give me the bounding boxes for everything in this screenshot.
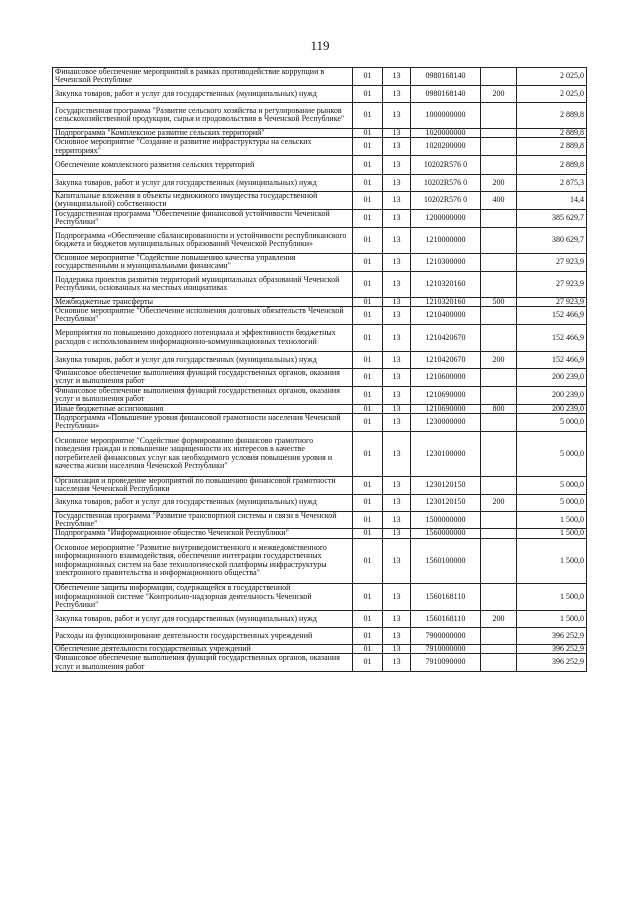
cell-expense-type [481, 413, 517, 431]
cell-amount: 200 239,0 [517, 404, 587, 413]
table-row [53, 128, 587, 137]
cell-subsection: 13 [383, 271, 411, 297]
cell-expense-type: 500 [481, 297, 517, 306]
cell-name: Закупка товаров, работ и услуг для государственных (муниципальных) нужд [53, 85, 353, 102]
cell-expense-type [481, 511, 517, 529]
cell-expense-type: 200 [481, 494, 517, 511]
table-row [53, 627, 587, 644]
table-row [53, 529, 587, 538]
cell-expense-type [481, 627, 517, 644]
cell-section: 01 [353, 307, 383, 325]
cell-subsection: 13 [383, 307, 411, 325]
table-row [53, 351, 587, 368]
cell-section: 01 [353, 644, 383, 653]
cell-name: Основное мероприятие "Содействие формированию финансово грамотного поведения граждан и повышение защищенности их интересов в качестве потребителей финансовых услуг как необходимого условия повышения уровня и качества жизни населения Чеченской Республики" [53, 431, 353, 476]
cell-subsection: 13 [383, 192, 411, 210]
cell-subsection: 13 [383, 209, 411, 227]
cell-target-article: 7910090000 [411, 654, 481, 672]
cell-subsection: 13 [383, 85, 411, 102]
cell-section: 01 [353, 271, 383, 297]
cell-amount: 200 239,0 [517, 368, 587, 386]
cell-target-article: 0980168140 [411, 68, 481, 86]
cell-subsection: 13 [383, 156, 411, 175]
cell-subsection: 13 [383, 297, 411, 306]
cell-subsection: 13 [383, 431, 411, 476]
cell-amount: 396 252,9 [517, 654, 587, 672]
cell-expense-type: 200 [481, 85, 517, 102]
cell-subsection: 13 [383, 68, 411, 86]
table-row [53, 192, 587, 210]
cell-name: Финансовое обеспечение выполнения функций государственных органов, оказания услуг и выполнения работ [53, 368, 353, 386]
cell-subsection: 13 [383, 368, 411, 386]
cell-expense-type [481, 431, 517, 476]
cell-name: Основное мероприятие "Развитие внутриведомственного и межведомственного информационного взаимодействия, обеспечение интеграции государственных информационных систем на базе технологической платформы инфраструктуры электронного правительства и информационного общества" [53, 538, 353, 583]
cell-amount: 152 466,9 [517, 324, 587, 351]
cell-target-article: 10202R576 0 [411, 156, 481, 175]
cell-subsection: 13 [383, 386, 411, 404]
cell-target-article: 1210320160 [411, 271, 481, 297]
cell-target-article: 1020200000 [411, 138, 481, 156]
cell-target-article: 1560168110 [411, 610, 481, 627]
cell-section: 01 [353, 431, 383, 476]
cell-expense-type [481, 644, 517, 653]
cell-amount: 1 500,0 [517, 583, 587, 610]
cell-subsection: 13 [383, 324, 411, 351]
cell-amount: 1 500,0 [517, 610, 587, 627]
cell-target-article: 1560100000 [411, 538, 481, 583]
cell-amount: 14,4 [517, 192, 587, 210]
table-row [53, 138, 587, 156]
cell-section: 01 [353, 209, 383, 227]
cell-section: 01 [353, 192, 383, 210]
cell-name: Организация и проведение мероприятий по повышению финансовой грамотности населения Чеченской Республики [53, 476, 353, 494]
cell-name: Государственная программа "Обеспечение финансовой устойчивости Чеченской Республики" [53, 209, 353, 227]
cell-section: 01 [353, 156, 383, 175]
cell-target-article: 1020000000 [411, 128, 481, 137]
cell-target-article: 1210600000 [411, 368, 481, 386]
cell-name: Закупка товаров, работ и услуг для государственных (муниципальных) нужд [53, 494, 353, 511]
table-row [53, 297, 587, 306]
cell-target-article: 1560168110 [411, 583, 481, 610]
cell-subsection: 13 [383, 253, 411, 271]
cell-amount: 27 923,9 [517, 253, 587, 271]
cell-target-article: 1000000000 [411, 102, 481, 128]
table-row [53, 476, 587, 494]
cell-target-article: 7910000000 [411, 644, 481, 653]
cell-name: Подпрограмма «Обеспечение сбалансированности и устойчивости республиканского бюджета и бюджетов муниципальных образований Чеченской Республики» [53, 227, 353, 253]
table-row [53, 610, 587, 627]
cell-expense-type: 400 [481, 192, 517, 210]
cell-expense-type [481, 583, 517, 610]
table-row [53, 227, 587, 253]
cell-subsection: 13 [383, 102, 411, 128]
cell-amount: 5 000,0 [517, 413, 587, 431]
cell-section: 01 [353, 138, 383, 156]
table-row [53, 583, 587, 610]
cell-name: Закупка товаров, работ и услуг для государственных (муниципальных) нужд [53, 351, 353, 368]
cell-expense-type [481, 368, 517, 386]
cell-section: 01 [353, 324, 383, 351]
cell-target-article: 1210300000 [411, 253, 481, 271]
cell-amount: 396 252,9 [517, 627, 587, 644]
cell-target-article: 1230120150 [411, 494, 481, 511]
cell-expense-type [481, 324, 517, 351]
cell-expense-type [481, 156, 517, 175]
cell-expense-type [481, 128, 517, 137]
cell-name: Обеспечение комплексного развития сельских территорий [53, 156, 353, 175]
cell-amount: 2 889,8 [517, 102, 587, 128]
cell-name: Закупка товаров, работ и услуг для государственных (муниципальных) нужд [53, 175, 353, 192]
table-row [53, 431, 587, 476]
cell-amount: 2 889,8 [517, 156, 587, 175]
table-row [53, 511, 587, 529]
cell-section: 01 [353, 538, 383, 583]
cell-name: Подпрограмма "Комплексное развитие сельских территорий" [53, 128, 353, 137]
table-row [53, 413, 587, 431]
cell-name: Основное мероприятие "Обеспечение исполнения долговых обязательств Чеченской Республики" [53, 307, 353, 325]
cell-subsection: 13 [383, 529, 411, 538]
cell-name: Основное мероприятие "Создание и развитие инфраструктуры на сельских территориях" [53, 138, 353, 156]
table-row [53, 68, 587, 86]
cell-amount: 5 000,0 [517, 494, 587, 511]
cell-amount: 5 000,0 [517, 476, 587, 494]
cell-expense-type [481, 307, 517, 325]
cell-section: 01 [353, 494, 383, 511]
table-row [53, 271, 587, 297]
budget-table [52, 67, 587, 672]
cell-target-article: 1210000000 [411, 227, 481, 253]
cell-expense-type [481, 227, 517, 253]
cell-target-article: 1210420670 [411, 324, 481, 351]
cell-section: 01 [353, 85, 383, 102]
cell-amount: 5 000,0 [517, 431, 587, 476]
cell-section: 01 [353, 68, 383, 86]
cell-amount: 152 466,9 [517, 307, 587, 325]
table-row [53, 307, 587, 325]
cell-section: 01 [353, 529, 383, 538]
cell-subsection: 13 [383, 627, 411, 644]
cell-name: Финансовое обеспечение выполнения функций государственных органов, оказания услуг и выполнения работ [53, 654, 353, 672]
cell-target-article: 1210320160 [411, 297, 481, 306]
cell-subsection: 13 [383, 494, 411, 511]
cell-name: Расходы на функционирование деятельности государственных учреждений [53, 627, 353, 644]
cell-name: Межбюджетные трансферты [53, 297, 353, 306]
cell-name: Финансовое обеспечение выполнения функций государственных органов, оказания услуг и выполнения работ [53, 386, 353, 404]
cell-subsection: 13 [383, 175, 411, 192]
cell-expense-type [481, 386, 517, 404]
cell-expense-type: 200 [481, 175, 517, 192]
table-row [53, 102, 587, 128]
cell-section: 01 [353, 368, 383, 386]
cell-subsection: 13 [383, 476, 411, 494]
cell-target-article: 1210400000 [411, 307, 481, 325]
cell-expense-type [481, 654, 517, 672]
cell-section: 01 [353, 386, 383, 404]
cell-subsection: 13 [383, 404, 411, 413]
table-row [53, 253, 587, 271]
cell-subsection: 13 [383, 644, 411, 653]
cell-name: Основное мероприятие "Содействие повышению качества управления государственными и муниципальными финансами" [53, 253, 353, 271]
cell-amount: 152 466,9 [517, 351, 587, 368]
cell-expense-type: 800 [481, 404, 517, 413]
cell-expense-type [481, 68, 517, 86]
cell-amount: 396 252,9 [517, 644, 587, 653]
cell-subsection: 13 [383, 128, 411, 137]
cell-expense-type [481, 209, 517, 227]
cell-amount: 385 629,7 [517, 209, 587, 227]
table-row [53, 368, 587, 386]
table-row [53, 538, 587, 583]
cell-amount: 2 025,0 [517, 68, 587, 86]
cell-section: 01 [353, 404, 383, 413]
cell-target-article: 0980168140 [411, 85, 481, 102]
table-row [53, 324, 587, 351]
table-row [53, 494, 587, 511]
cell-target-article: 1210690000 [411, 404, 481, 413]
cell-expense-type: 200 [481, 351, 517, 368]
cell-expense-type [481, 476, 517, 494]
cell-section: 01 [353, 175, 383, 192]
cell-section: 01 [353, 227, 383, 253]
cell-subsection: 13 [383, 654, 411, 672]
cell-name: Закупка товаров, работ и услуг для государственных (муниципальных) нужд [53, 610, 353, 627]
cell-section: 01 [353, 654, 383, 672]
cell-amount: 2 025,0 [517, 85, 587, 102]
cell-name: Государственная программа "Развитие транспортной системы и связи в Чеченской Республике" [53, 511, 353, 529]
cell-target-article: 1230120150 [411, 476, 481, 494]
cell-target-article: 1210690000 [411, 386, 481, 404]
cell-target-article: 1230100000 [411, 431, 481, 476]
table-row [53, 654, 587, 672]
cell-target-article: 1500000000 [411, 511, 481, 529]
cell-subsection: 13 [383, 583, 411, 610]
cell-amount: 380 629,7 [517, 227, 587, 253]
cell-section: 01 [353, 128, 383, 137]
cell-name: Подпрограмма "Информационное общество Чеченской Республики" [53, 529, 353, 538]
cell-subsection: 13 [383, 138, 411, 156]
cell-target-article: 1210420670 [411, 351, 481, 368]
cell-name: Обеспечение деятельности государственных учреждений [53, 644, 353, 653]
cell-subsection: 13 [383, 413, 411, 431]
cell-target-article: 10202R576 0 [411, 192, 481, 210]
cell-section: 01 [353, 627, 383, 644]
cell-section: 01 [353, 610, 383, 627]
table-row [53, 644, 587, 653]
cell-subsection: 13 [383, 511, 411, 529]
cell-amount: 2 889,8 [517, 138, 587, 156]
cell-target-article: 1230000000 [411, 413, 481, 431]
cell-name: Иные бюджетные ассигнования [53, 404, 353, 413]
cell-target-article: 1200000000 [411, 209, 481, 227]
page-number: 119 [310, 38, 330, 53]
cell-name: Обеспечение защиты информации, содержащейся в государственной информационной системе "Контрольно-надзорная деятельность Чеченской Республики" [53, 583, 353, 610]
cell-name: Мероприятия по повышению доходного потенциала и эффективности бюджетных расходов с использованием информационно-коммуникационных технологий [53, 324, 353, 351]
table-row [53, 156, 587, 175]
cell-target-article: 1560000000 [411, 529, 481, 538]
cell-name: Государственная программа "Развитие сельского хозяйства и регулирование рынков сельскохозяйственной продукции, сырья и продовольствия в Чеченской Республике" [53, 102, 353, 128]
cell-target-article: 7900000000 [411, 627, 481, 644]
cell-section: 01 [353, 102, 383, 128]
cell-name: Подпрограмма «Повышение уровня финансовой грамотности населения Чеченской Республики» [53, 413, 353, 431]
cell-section: 01 [353, 351, 383, 368]
cell-section: 01 [353, 511, 383, 529]
table-row [53, 85, 587, 102]
cell-section: 01 [353, 583, 383, 610]
cell-expense-type: 200 [481, 610, 517, 627]
cell-expense-type [481, 271, 517, 297]
cell-subsection: 13 [383, 538, 411, 583]
cell-amount: 27 923,9 [517, 297, 587, 306]
cell-amount: 1 500,0 [517, 529, 587, 538]
table-row [53, 386, 587, 404]
cell-name: Поддержка проектов развития территорий муниципальных образований Чеченской Республики, основанных на местных инициативах [53, 271, 353, 297]
cell-amount: 2 875,3 [517, 175, 587, 192]
cell-name: Капитальные вложения в объекты недвижимого имущества государственной (муниципальной) собственности [53, 192, 353, 210]
table-row [53, 209, 587, 227]
table-row [53, 175, 587, 192]
cell-expense-type [481, 253, 517, 271]
cell-amount: 2 889,8 [517, 128, 587, 137]
cell-name: Финансовое обеспечение мероприятий в рамках противодействие коррупции в Чеченской Республике [53, 68, 353, 86]
cell-amount: 1 500,0 [517, 511, 587, 529]
cell-subsection: 13 [383, 351, 411, 368]
cell-amount: 27 923,9 [517, 271, 587, 297]
cell-amount: 200 239,0 [517, 386, 587, 404]
table-row [53, 404, 587, 413]
cell-target-article: 10202R576 0 [411, 175, 481, 192]
cell-amount: 1 500,0 [517, 538, 587, 583]
cell-expense-type [481, 138, 517, 156]
cell-section: 01 [353, 297, 383, 306]
cell-expense-type [481, 538, 517, 583]
budget-table-body [53, 68, 587, 672]
cell-expense-type [481, 529, 517, 538]
cell-subsection: 13 [383, 227, 411, 253]
cell-section: 01 [353, 253, 383, 271]
cell-section: 01 [353, 476, 383, 494]
cell-section: 01 [353, 413, 383, 431]
cell-subsection: 13 [383, 610, 411, 627]
cell-expense-type [481, 102, 517, 128]
